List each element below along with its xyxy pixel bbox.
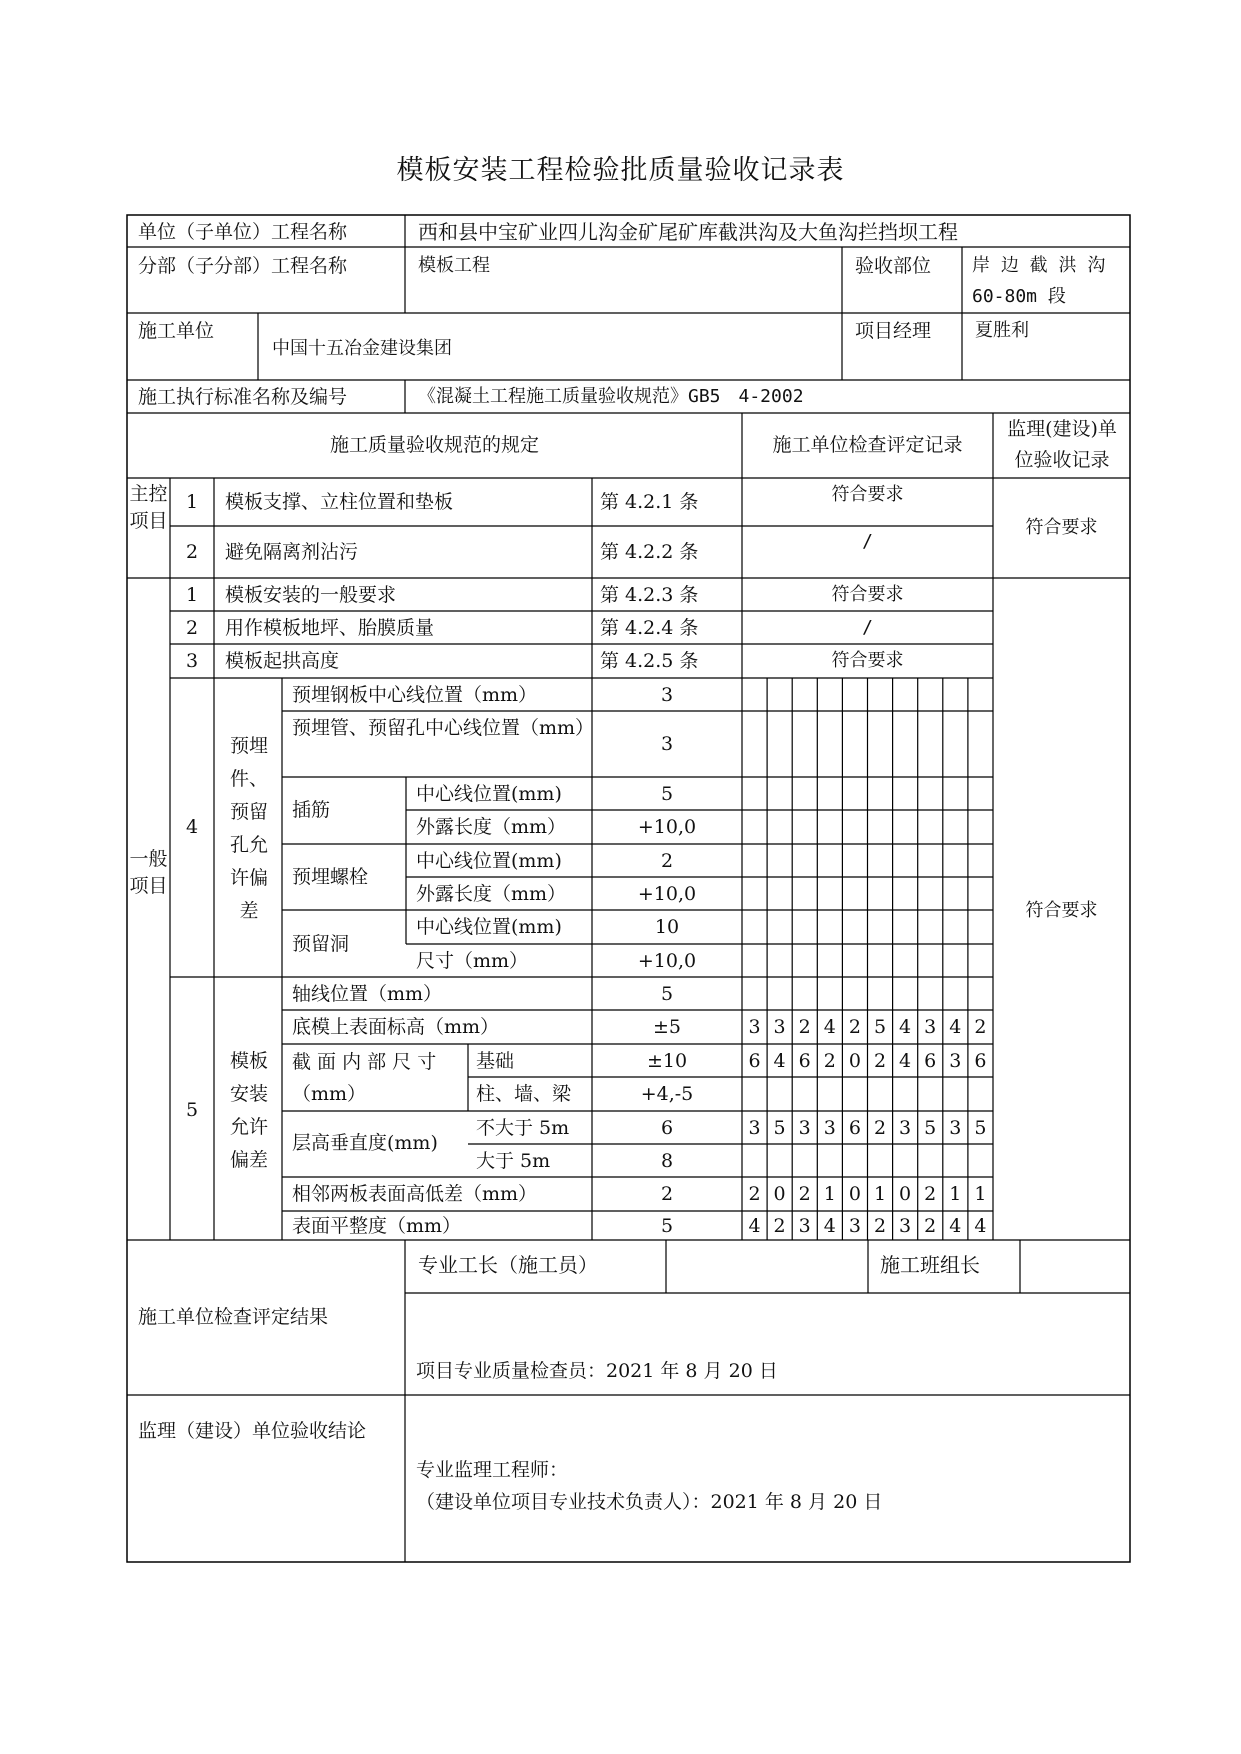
contractor-value: 中国十五冶金建设集团	[272, 338, 452, 359]
measurement-flatness: 2	[873, 1215, 887, 1237]
measurement-bottom: 3	[924, 1016, 937, 1038]
measurement-flatness: 4	[823, 1215, 836, 1237]
g-supervision: 符合要求	[1025, 900, 1098, 921]
pm-value: 夏胜利	[975, 320, 1029, 341]
measurement-bottom: 4	[949, 1016, 962, 1038]
part-label: 验收部位	[855, 255, 932, 277]
g5-section-tol2: +4,-5	[640, 1083, 694, 1105]
g4-label: 预埋件、预留孔允许偏差	[229, 735, 268, 922]
g4-no: 4	[185, 816, 199, 838]
unit-label: 单位（子单位）工程名称	[138, 221, 348, 243]
g4-r4-cat: 预埋螺栓	[292, 866, 369, 888]
g5-section-name: 截 面 内 部 尺 寸（mm）	[292, 1051, 437, 1105]
mc-supervision: 符合要求	[1025, 517, 1098, 538]
g-result-1: 符合要求	[831, 584, 904, 605]
g4-r4-sub2: 外露长度（mm）	[416, 883, 567, 905]
g-no-2: 2	[185, 617, 199, 639]
g5-flatness-tol: 5	[660, 1215, 674, 1237]
measurement-adjacent: 0	[899, 1183, 912, 1205]
g5-vertical-tol2: 8	[660, 1150, 674, 1172]
g4-r1-tol: 3	[660, 684, 674, 706]
measurement-bottom: 3	[748, 1016, 761, 1038]
supervision-header: 监理(建设)单位验收记录	[1007, 418, 1117, 471]
measurement-adjacent: 1	[949, 1183, 962, 1205]
g5-axis-name: 轴线位置（mm）	[292, 983, 443, 1005]
measurement-flatness: 4	[748, 1215, 761, 1237]
part-value-1: 岸 边 截 洪 沟	[972, 255, 1106, 276]
measurement-foundation: 0	[848, 1050, 861, 1072]
measurement-vertical: 3	[798, 1117, 811, 1139]
g4-r2-tol: 3	[660, 733, 674, 755]
measurement-foundation: 6	[974, 1050, 987, 1072]
standard-value: 《混凝土工程施工质量验收规范》GB5 4-2002	[418, 386, 804, 407]
standard-label: 施工执行标准名称及编号	[138, 386, 348, 408]
g-clause-1: 第 4.2.3 条	[600, 584, 699, 606]
check-header: 施工单位检查评定记录	[772, 434, 963, 456]
measurement-bottom: 4	[823, 1016, 836, 1038]
g-clause-2: 第 4.2.4 条	[600, 617, 699, 639]
owner-line: （建设单位项目专业技术负责人）：2021 年 8 月 20 日	[416, 1491, 883, 1513]
measurement-vertical: 2	[873, 1117, 887, 1139]
g4-r4-tol1: 2	[660, 850, 674, 872]
measurement-flatness: 3	[798, 1215, 811, 1237]
measurement-foundation: 3	[949, 1050, 962, 1072]
measurement-foundation: 6	[924, 1050, 937, 1072]
g4-r5-tol1: 10	[654, 916, 680, 938]
g-name-1: 模板安装的一般要求	[225, 584, 397, 606]
measurement-bottom: 4	[899, 1016, 912, 1038]
g5-label: 模板安装允许偏差	[229, 1050, 268, 1171]
measurement-adjacent: 0	[848, 1183, 861, 1205]
g-no-3: 3	[185, 650, 199, 672]
g5-section-sub2: 柱、墙、梁	[476, 1083, 572, 1105]
pm-label: 项目经理	[855, 320, 932, 342]
g5-vertical-sub1: 不大于 5m	[476, 1117, 570, 1139]
general-label: 一般项目	[129, 848, 168, 897]
mc-name-2: 避免隔离剂沾污	[225, 541, 359, 563]
contractor-label: 施工单位	[138, 320, 215, 342]
measurement-adjacent: 1	[823, 1183, 836, 1205]
g4-r3-sub1: 中心线位置(mm)	[416, 783, 562, 805]
g4-r5-sub1: 中心线位置(mm)	[416, 916, 562, 938]
g5-section-tol1: ±10	[646, 1050, 688, 1072]
mc-result-2: /	[862, 531, 873, 552]
g4-r2-name: 预埋管、预留孔中心线位置（mm）	[292, 717, 595, 739]
g-clause-3: 第 4.2.5 条	[600, 650, 699, 672]
g5-bottom-name: 底模上表面标高（mm）	[292, 1016, 500, 1038]
engineer-line: 专业监理工程师：	[416, 1459, 569, 1481]
measurement-bottom: 2	[848, 1016, 861, 1038]
g5-no: 5	[185, 1099, 199, 1121]
page-title: 模板安装工程检验批质量验收记录表	[396, 155, 845, 186]
measurement-bottom: 2	[798, 1016, 811, 1038]
measurement-foundation: 6	[748, 1050, 761, 1072]
measurement-vertical: 6	[848, 1117, 861, 1139]
g5-bottom-tol: ±5	[652, 1016, 681, 1038]
spec-header: 施工质量验收规范的规定	[329, 434, 539, 456]
check-result-label: 施工单位检查评定结果	[138, 1306, 329, 1328]
part-value-2: 60-80m 段	[972, 286, 1066, 307]
measurement-adjacent: 2	[798, 1183, 811, 1205]
mc-result-1: 符合要求	[831, 484, 904, 505]
g4-r3-sub2: 外露长度（mm）	[416, 816, 567, 838]
measurement-foundation: 6	[798, 1050, 811, 1072]
inspector-line: 项目专业质量检查员：2021 年 8 月 20 日	[416, 1360, 778, 1382]
g5-section-sub1: 基础	[476, 1050, 515, 1072]
g-result-3: 符合要求	[831, 650, 904, 671]
g4-r3-tol1: 5	[660, 783, 674, 805]
measurement-vertical: 5	[773, 1117, 786, 1139]
measurement-bottom: 2	[974, 1016, 987, 1038]
g5-axis-tol: 5	[660, 983, 674, 1005]
g5-vertical-sub2: 大于 5m	[476, 1150, 551, 1172]
measurement-foundation: 4	[899, 1050, 912, 1072]
g5-vertical-tol1: 6	[660, 1117, 674, 1139]
g4-r5-sub2: 尺寸（mm）	[416, 950, 529, 972]
team-leader-label: 施工班组长	[880, 1253, 980, 1277]
mc-clause-1: 第 4.2.1 条	[600, 491, 699, 513]
measurement-flatness: 4	[949, 1215, 962, 1237]
measurement-adjacent: 0	[773, 1183, 786, 1205]
mc-name-1: 模板支撑、立柱位置和垫板	[225, 491, 454, 513]
g4-r3-cat: 插筋	[292, 799, 331, 821]
measurement-vertical: 3	[899, 1117, 912, 1139]
unit-value: 西和县中宝矿业四儿沟金矿尾矿库截洪沟及大鱼沟拦挡坝工程	[418, 220, 958, 244]
measurement-adjacent: 1	[974, 1183, 987, 1205]
g-result-2: /	[862, 617, 873, 638]
g4-r5-tol2: +10,0	[637, 950, 697, 972]
g-name-3: 模板起拱高度	[225, 650, 340, 672]
measurement-flatness: 2	[773, 1215, 786, 1237]
measurement-adjacent: 2	[748, 1183, 761, 1205]
g-name-2: 用作模板地坪、胎膜质量	[225, 617, 435, 639]
g5-flatness-name: 表面平整度（mm）	[292, 1215, 462, 1237]
sub-value: 模板工程	[418, 255, 490, 276]
measurement-adjacent: 2	[924, 1183, 937, 1205]
g4-r3-tol2: +10,0	[637, 816, 697, 838]
measurement-flatness: 3	[848, 1215, 861, 1237]
measurement-vertical: 3	[748, 1117, 761, 1139]
measurement-vertical: 3	[823, 1117, 836, 1139]
measurement-flatness: 3	[899, 1215, 912, 1237]
measurement-vertical: 5	[924, 1117, 937, 1139]
measurement-foundation: 4	[773, 1050, 786, 1072]
g5-adjacent-tol: 2	[660, 1183, 674, 1205]
measurement-bottom: 3	[773, 1016, 786, 1038]
sub-label: 分部（子分部）工程名称	[138, 255, 348, 277]
measurement-vertical: 3	[949, 1117, 962, 1139]
conclusion-label: 监理（建设）单位验收结论	[138, 1420, 367, 1442]
g4-r4-tol2: +10,0	[637, 883, 697, 905]
main-control-label: 主控项目	[129, 483, 168, 532]
measurement-foundation: 2	[873, 1050, 887, 1072]
measurement-flatness: 4	[974, 1215, 987, 1237]
measurement-flatness: 2	[924, 1215, 937, 1237]
mc-no-1: 1	[185, 491, 199, 513]
measurement-bottom: 5	[873, 1016, 887, 1038]
g4-r1-name: 预埋钢板中心线位置（mm）	[292, 684, 538, 706]
measurement-vertical: 5	[974, 1117, 987, 1139]
mc-no-2: 2	[185, 541, 199, 563]
foreman-label: 专业工长（施工员）	[418, 1253, 598, 1277]
g5-vertical-name: 层高垂直度(mm)	[292, 1132, 438, 1154]
measurement-adjacent: 1	[873, 1183, 887, 1205]
mc-clause-2: 第 4.2.2 条	[600, 541, 699, 563]
measurement-foundation: 2	[823, 1050, 836, 1072]
g-no-1: 1	[185, 584, 199, 606]
g5-adjacent-name: 相邻两板表面高低差（mm）	[292, 1183, 538, 1205]
g4-r4-sub1: 中心线位置(mm)	[416, 850, 562, 872]
g4-r5-cat: 预留洞	[292, 933, 350, 955]
